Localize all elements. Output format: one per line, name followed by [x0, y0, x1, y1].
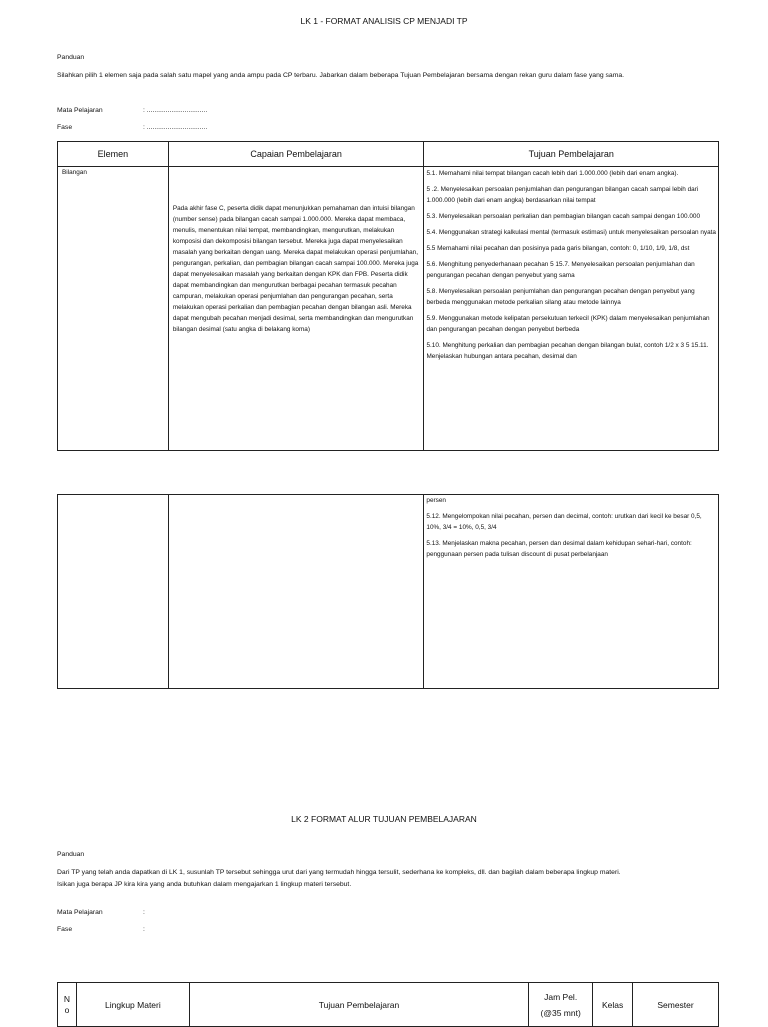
- lk2-panduan-line1: Dari TP yang telah anda dapatkan di LK 1, susunlah TP tersebut sehingga urut dari yang termudah hingga tersulit, sederhana ke kompleks, dll. dan bagilah dalam beberapa lingkup materi.: [57, 869, 621, 876]
- header-kelas: Kelas: [593, 983, 633, 1027]
- lk2-panduan-label: Panduan: [57, 851, 85, 858]
- lk2-title: LK 2 FORMAT ALUR TUJUAN PEMBELAJARAN: [291, 814, 477, 824]
- header-lingkup-materi: Lingkup Materi: [76, 983, 189, 1027]
- tp-item: 5.9. Menggunakan metode kelipatan persekutuan terkecil (KPK) dalam menyelesaikan penjumlahan dan pengurangan pecahan dengan penyebut berbeda: [426, 315, 710, 333]
- lk1-table-continued: [57, 494, 719, 689]
- lk1-title: LK 1 - FORMAT ANALISIS CP MENJADI TP: [300, 16, 468, 26]
- tp-item: 5.1. Memahami nilai tempat bilangan cacah lebih dari 1.000.000 (lebih dari enam angka).: [426, 170, 679, 177]
- lk1-table: [57, 141, 719, 451]
- lk2-mapel-value: :: [143, 909, 145, 916]
- header-no: [58, 983, 77, 1027]
- header-semester: Semester: [633, 983, 719, 1027]
- tp-item: 5.6. Menghitung penyederhanaan pecahan 5 15.7. Menyelesaikan persoalan penjumlahan dan pengurangan pecahan dengan penyebut yang sama: [426, 261, 695, 279]
- header-tujuan-pembelajaran: Tujuan Pembelajaran: [189, 983, 528, 1027]
- header-jam-line1: Jam Pel.: [544, 991, 578, 1002]
- header-tujuan: Tujuan Pembelajaran: [424, 142, 719, 167]
- header-jam-line2: (@35 mnt): [540, 1007, 581, 1018]
- lk2-table: [57, 982, 719, 1027]
- elemen-cell-continued: [58, 495, 169, 689]
- tp-item: persen: [426, 497, 446, 504]
- lk2-fase-label: Fase: [57, 926, 73, 933]
- header-elemen: Elemen: [58, 142, 169, 167]
- tp-item: 5.5 Memahami nilai pecahan dan posisinya pada garis bilangan, contoh: 0, 1/10, 1/9, 1/8, dst: [426, 245, 690, 252]
- lk2-fase-value: :: [143, 926, 145, 933]
- lk2-panduan-line2: Isikan juga berapa JP kira kira yang anda butuhkan dalam mengajarkan 1 lingkup materi tersebut.: [57, 881, 352, 888]
- tujuan-cell: [424, 167, 719, 451]
- lk1-mapel-label: Mata Pelajaran: [57, 107, 103, 114]
- elemen-cell: Bilangan: [58, 167, 169, 451]
- header-capaian: Capaian Pembelajaran: [168, 142, 424, 167]
- tp-item: 5.3. Menyelesaikan persoalan perkalian dan pembagian bilangan cacah sampai dengan 100.000: [426, 213, 701, 220]
- tp-item: 5.8. Menyelesaikan persoalan penjumlahan dan pengurangan pecahan dengan penyebut yang berbeda menggunakan metode perkalian silang atau metode lainnya: [426, 288, 695, 306]
- tp-item: 5.12. Mengelompokan nilai pecahan, persen dan decimal, contoh: urutkan dari kecil ke besar 0,5, 10%, 3/4 = 10%, 0,5, 3/4: [426, 513, 702, 531]
- lk1-panduan-text: Silahkan pilih 1 elemen saja pada salah satu mapel yang anda ampu pada CP terbaru. Jabarkan dalam beberapa Tujuan Pembelajaran bersama dengan rekan guru dalam fase yang sama.: [57, 72, 625, 79]
- tp-item: 5 .2. Menyelesaikan persoalan penjumlahan dan pengurangan bilangan cacah sampai lebih dari 1.000.000 (lebih dari enam angka) berdasarkan nilai tempat: [426, 186, 699, 204]
- lk1-fase-value: : ................................: [143, 124, 208, 131]
- capaian-cell: Pada akhir fase C, peserta didik dapat menunjukkan pemahaman dan intuisi bilangan (number sense) pada bilangan cacah sampai 1.000.000. Mereka dapat membaca, menulis, menentukan nilai tempat, membandingkan, mengurutkan, melakukan komposisi dan dekomposisi bilangan tersebut. Mereka juga dapat menyelesaikan masalah yang berkaitan dengan uang. Mereka dapat melakukan operasi penjumlahan, pengurangan, perkalian, dan pembagian bilangan cacah sampai 100.000. Mereka juga dapat menyelesaikan masalah yang berkaitan dengan KPK dan FPB. Peserta didik dapat membandingkan dan mengurutkan berbagai pecahan termasuk pecahan campuran, melakukan operasi penjumlahan dan pengurangan pecahan, serta melakukan operasi perkalian dan pembagian pecahan dengan bilangan asli. Mereka dapat mengubah pecahan menjadi desimal, serta membandingkan dan mengurutkan bilangan desimal (satu angka di belakang koma): [168, 167, 424, 451]
- tp-item: 5.4. Menggunakan strategi kalkulasi mental (termasuk estimasi) untuk menyelesaikan persoalan nyata: [426, 229, 716, 236]
- tp-item: 5.13. Menjelaskan makna pecahan, persen dan desimal dalam kehidupan sehari-hari, contoh: penggunaan persen pada tulisan discount di pusat perbelanjaan: [426, 540, 692, 558]
- tp-item: 5.10. Menghitung perkalian dan pembagian pecahan dengan bilangan bulat, contoh 1/2 x 3 5 15.11. Menjelaskan hubungan antara pecahan, desimal dan: [426, 342, 709, 360]
- lk1-mapel-value: : ................................: [143, 107, 208, 114]
- tujuan-cell-continued: [424, 495, 719, 689]
- header-no-line1: N: [63, 993, 71, 1004]
- lk2-mapel-label: Mata Pelajaran: [57, 909, 103, 916]
- lk1-panduan-label: Panduan: [57, 54, 85, 61]
- capaian-cell-continued: [168, 495, 424, 689]
- header-jam-pelajaran: [529, 983, 593, 1027]
- header-no-line2: o: [64, 1004, 70, 1015]
- lk1-fase-label: Fase: [57, 124, 73, 131]
